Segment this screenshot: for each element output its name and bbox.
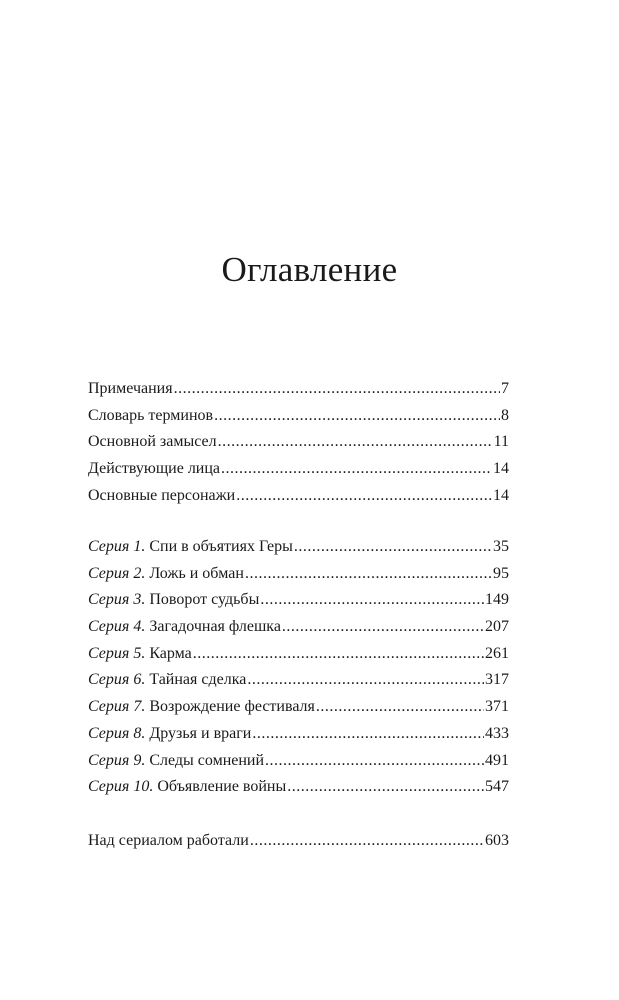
toc-episode-entry[interactable] — [88, 534, 509, 561]
episode-title: Карма — [149, 644, 192, 662]
toc-entry[interactable] — [88, 456, 509, 483]
series-number: Серия 8. — [88, 724, 146, 742]
toc-entry-label — [88, 587, 259, 614]
episode-title: Друзья и враги — [149, 724, 252, 742]
toc-entry-page: 491 — [485, 751, 509, 769]
toc-entry[interactable] — [88, 403, 509, 430]
toc-entry[interactable] — [88, 376, 509, 403]
dot-leader — [174, 376, 500, 403]
toc-entry[interactable] — [88, 483, 509, 510]
toc-episode-entry[interactable] — [88, 667, 509, 694]
dot-leader — [193, 641, 484, 668]
series-number: Серия 10. — [88, 778, 154, 796]
toc-entry-label: Примечания — [88, 380, 173, 397]
toc-entry-label — [88, 774, 286, 801]
series-number: Серия 7. — [88, 698, 146, 716]
toc-entry-label — [88, 561, 244, 588]
dot-leader — [218, 429, 493, 456]
toc-entry-label: Над сериалом работали — [88, 832, 249, 849]
toc-entry-page: 14 — [493, 486, 509, 504]
page-title: Оглавление — [221, 250, 398, 289]
toc-entry-page: 95 — [493, 564, 509, 582]
toc-entry-label — [88, 534, 293, 561]
toc-entry-page: 371 — [485, 698, 509, 716]
toc-episode-entry[interactable] — [88, 561, 509, 588]
toc-episode-entry[interactable] — [88, 694, 509, 721]
toc-episode-entry[interactable] — [88, 774, 509, 801]
toc-entry[interactable] — [88, 429, 509, 456]
toc-episode-entry[interactable] — [88, 748, 509, 775]
toc-episode-entry[interactable] — [88, 587, 509, 614]
toc-episodes — [88, 534, 509, 801]
episode-title: Возрождение фестиваля — [149, 698, 315, 716]
dot-leader — [287, 774, 484, 801]
toc-entry-page: 317 — [485, 671, 509, 689]
toc-entry-page: 7 — [501, 380, 509, 397]
toc-entry-label — [88, 667, 246, 694]
episode-title: Загадочная флешка — [149, 618, 281, 636]
toc-entry-label: Действующие лица — [88, 460, 221, 478]
dot-leader — [265, 748, 484, 775]
series-number: Серия 9. — [88, 751, 146, 769]
episode-title: Спи в объятиях Геры — [149, 538, 293, 555]
episode-title: Ложь и обман — [149, 564, 244, 582]
toc-entry-page: 433 — [485, 724, 509, 742]
toc-entry-label: Словарь терминов — [88, 406, 214, 424]
dot-leader — [247, 667, 484, 694]
dot-leader — [282, 614, 484, 641]
dot-leader — [252, 721, 484, 748]
series-number: Серия 2. — [88, 564, 146, 582]
series-number: Серия 3. — [88, 591, 146, 609]
series-number: Серия 5. — [88, 644, 146, 662]
toc-entry-label — [88, 748, 264, 775]
episode-title: Тайная сделка — [149, 671, 247, 689]
series-number: Серия 4. — [88, 618, 146, 636]
episode-title: Следы сомнений — [149, 751, 265, 769]
toc-back-matter — [88, 828, 509, 855]
toc-entry-label — [88, 641, 192, 668]
dot-leader — [294, 534, 492, 561]
toc-entry-page: 11 — [493, 433, 509, 451]
dot-leader — [221, 456, 492, 483]
toc-entry-page: 35 — [493, 538, 509, 555]
dot-leader — [236, 483, 492, 510]
toc-entry-page: 8 — [501, 406, 509, 424]
toc-entry-label — [88, 614, 281, 641]
toc-episode-entry[interactable] — [88, 641, 509, 668]
dot-leader — [245, 561, 492, 588]
toc-entry-page: 207 — [485, 618, 509, 636]
toc-entry-page: 261 — [485, 644, 509, 662]
toc-entry-label — [88, 721, 251, 748]
toc-entry-page: 14 — [493, 460, 509, 478]
toc-front-matter — [88, 376, 509, 509]
toc-entry[interactable] — [88, 828, 509, 855]
toc-episode-entry[interactable] — [88, 614, 509, 641]
dot-leader — [260, 587, 484, 614]
series-number: Серия 6. — [88, 671, 146, 689]
toc-episode-entry[interactable] — [88, 721, 509, 748]
toc-entry-label: Основной замысел — [88, 433, 217, 451]
dot-leader — [250, 828, 484, 855]
toc-entry-label — [88, 694, 315, 721]
dot-leader — [316, 694, 484, 721]
toc-entry-page: 603 — [485, 832, 509, 849]
dot-leader — [214, 403, 500, 430]
series-number: Серия 1. — [88, 538, 146, 555]
toc-entry-page: 149 — [485, 591, 509, 609]
episode-title: Поворот судьбы — [149, 591, 260, 609]
episode-title: Объявление войны — [157, 778, 287, 796]
toc-entry-page: 547 — [485, 778, 509, 796]
toc-entry-label: Основные персонажи — [88, 486, 236, 504]
